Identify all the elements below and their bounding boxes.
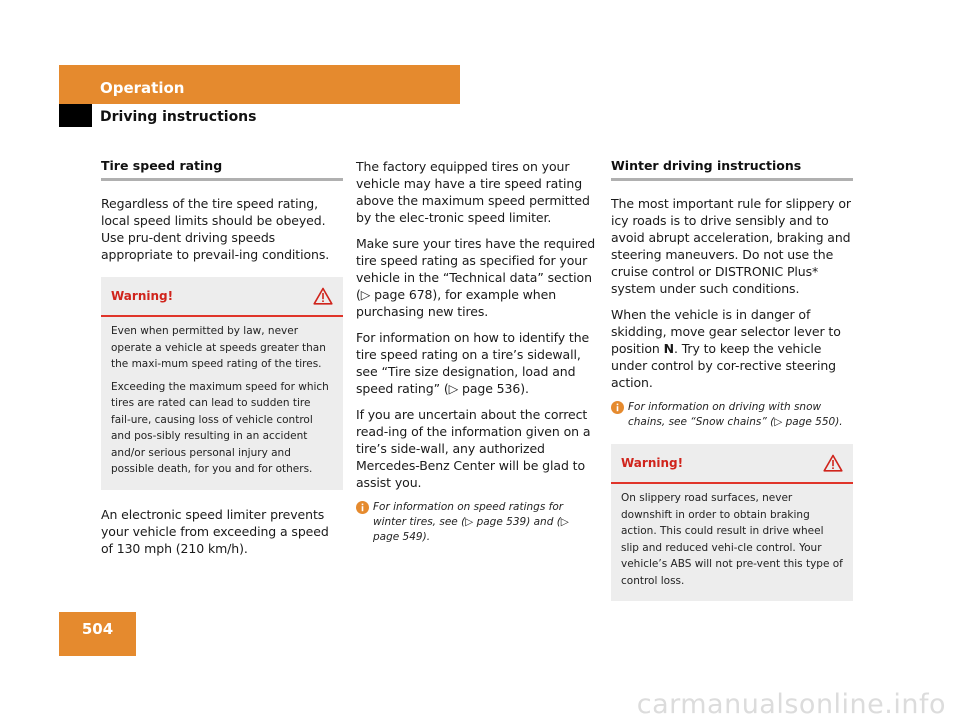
warning-triangle-icon [313,287,333,305]
page-number: 504 [81,620,114,638]
warning-header [611,444,853,484]
info-note-text: For information on speed ratings for winter tires, see (▷ page 539) and (▷ page 549). [373,501,569,543]
info-icon [611,401,624,414]
warning-title: Warning! [111,289,174,303]
paragraph-text: . Try to keep the vehicle under control by cor-rective steering action. [611,341,836,390]
paragraph [611,306,853,391]
paragraph-text: When the vehicle is in danger of skidding, move gear selector lever to position [611,307,841,356]
warning-title: Warning! [621,456,684,470]
paragraph: Make sure your tires have the required tire speed rating as specified for your vehicle in the “Technical data” section (▷ page 678), for example when purchasing new tires. [356,236,596,319]
warning-text: Even when permitted by law, never operate a vehicle at speeds greater than the maxi-mum speed rating of the tires. [111,325,326,370]
paragraph: The factory equipped tires on your vehicle may have a tire speed rating above the maximum speed permitted by the elec-tronic speed limiter. [356,159,590,225]
paragraph: An electronic speed limiter prevents your vehicle from exceeding a speed of 130 mph (210 km/h). [101,506,329,556]
paragraph: If you are uncertain about the correct read-ing of the information given on a tire’s side-wall, any authorized Mercedes-Benz Center will be glad to assist you. [356,407,591,490]
header-marker [59,104,92,127]
info-icon [356,501,369,514]
warning-box [101,277,343,490]
column-left [101,158,343,566]
column-middle [356,158,598,559]
subsection-title: Driving instructions [100,109,257,125]
warning-text: Exceeding the maximum speed for which tires are rated can lead to sudden tire fail-ure, causing loss of vehicle control and pos-sibly resulting in an accident and/or serious personal injury and possible death, for you and for others. [111,380,329,475]
gear-position-label: N [663,341,674,356]
section-title: Operation [100,79,185,97]
column-right [611,158,853,617]
heading-tire-speed-rating: Tire speed rating [101,158,343,181]
paragraph: Regardless of the tire speed rating, local speed limits should be obeyed. Use pru-dent driving speeds appropriate to prevail-ing conditions. [101,196,330,262]
warning-header [101,277,343,317]
watermark: carmanualsonline.info [636,689,946,720]
info-note-text: For information on driving with snow chains, see “Snow chains” (▷ page 550). [628,401,843,428]
info-note [611,400,853,430]
warning-text: On slippery road surfaces, never downshift in order to obtain braking action. This could result in drive wheel slip and reduced vehi-cle control. Your vehicle’s ABS will not pre-vent this type of control loss. [621,492,843,587]
warning-box [611,444,853,601]
paragraph: For information on how to identify the tire speed rating on a tire’s sidewall, see “Tire size designation, load and speed rating” (▷ page 536). [356,330,590,396]
info-note [356,500,598,545]
paragraph: The most important rule for slippery or icy roads is to drive sensibly and to avoid abrupt acceleration, braking and steering maneuvers. Do not use the cruise control or DISTRONIC Plus* system under such conditions. [611,196,851,296]
heading-winter-driving: Winter driving instructions [611,158,853,181]
warning-triangle-icon [823,454,843,472]
